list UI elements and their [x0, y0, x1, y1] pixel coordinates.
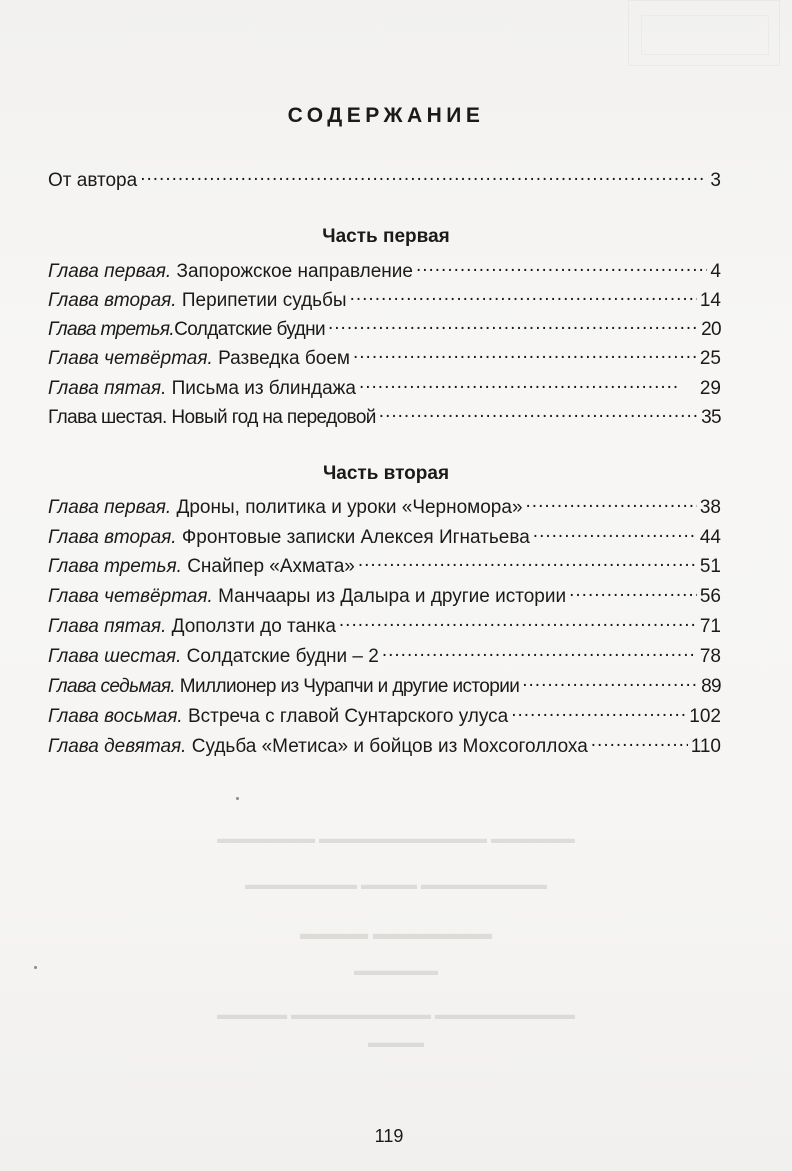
- toc-entry-page: 78: [699, 646, 721, 667]
- toc-entry-title: Перипетии судьбы: [181, 290, 347, 311]
- toc-entry-chapter: Глава вторая.: [48, 290, 177, 311]
- toc-entry-page: 56: [699, 586, 721, 607]
- toc-entry-chapter: Глава седьмая.: [48, 676, 176, 697]
- toc-entry-page: 38: [699, 497, 721, 518]
- toc-entry[interactable]: [48, 255, 721, 281]
- toc-entry[interactable]: [48, 401, 721, 427]
- toc-leader-dots: [339, 610, 697, 632]
- toc-leader-dots: [526, 491, 697, 513]
- toc-entry[interactable]: [48, 550, 721, 576]
- part-title-2: Часть вторая: [322, 463, 450, 484]
- part-title-1: Часть первая: [322, 226, 450, 247]
- toc-entry[interactable]: [48, 521, 721, 547]
- toc-entry-page: 35: [701, 407, 721, 428]
- toc-entry-title: Встреча с главой Сунтарского улуса: [188, 706, 509, 727]
- toc-entry-title: Судьба «Метиса» и бойцов из Мохсоголлоха: [191, 736, 588, 757]
- bleedthrough-text-line: ▬▬▬▬▬▬: [354, 962, 438, 978]
- toc-entry-chapter: Глава третья.: [48, 556, 182, 577]
- toc-leader-dots: [358, 550, 697, 572]
- toc-entry-page: 71: [699, 616, 721, 637]
- toc-entry-title: Доползти до танка: [171, 616, 336, 637]
- toc-entry[interactable]: [48, 342, 721, 368]
- toc-entry-page: 51: [699, 556, 721, 577]
- toc-entry-chapter: Глава четвёртая.: [48, 586, 213, 607]
- bleedthrough-text-line: ▬▬▬▬ ▬▬▬▬▬▬▬: [300, 924, 492, 943]
- bleedthrough-text-line: ▬▬▬▬: [368, 1034, 424, 1050]
- toc-entry-chapter: Глава четвёртая.: [48, 348, 213, 369]
- toc-leader-dots: [533, 521, 697, 543]
- toc-leader-dots: [511, 700, 686, 722]
- toc-entry-title: Снайпер «Ахмата»: [187, 556, 355, 577]
- toc-leader-dots: [353, 342, 697, 364]
- toc-leader-dots: [522, 670, 698, 692]
- toc-entry-chapter: Глава пятая.: [48, 378, 167, 399]
- toc-entry-page: 14: [699, 290, 721, 311]
- toc-entry-chapter: Глава шестая.: [48, 646, 182, 667]
- toc-entry-title: Дроны, политика и уроки «Черномора»: [176, 497, 523, 518]
- toc-leader-dots: [350, 284, 697, 306]
- bleedthrough-text-line: ▬▬▬▬▬ ▬▬▬▬▬▬▬▬▬▬ ▬▬▬▬▬▬▬▬▬▬: [217, 1006, 575, 1022]
- toc-entry[interactable]: [48, 610, 721, 636]
- toc-leader-dots: [416, 255, 707, 277]
- toc-leader-dots: [379, 401, 698, 423]
- toc-entry[interactable]: [48, 730, 721, 756]
- toc-leader-dots: [328, 313, 698, 335]
- toc-entry-chapter: Глава девятая.: [48, 736, 187, 757]
- toc-entry[interactable]: [48, 491, 721, 517]
- toc-leader-dots: [569, 580, 697, 602]
- toc-entry-title: Солдатские будни – 2: [186, 646, 379, 667]
- toc-entry-chapter: Глава первая.: [48, 497, 172, 518]
- toc-entry-page: 44: [699, 527, 721, 548]
- toc-entry-chapter: Глава восьмая.: [48, 706, 183, 727]
- toc-entry[interactable]: [48, 640, 721, 666]
- toc-entry-intro[interactable]: [48, 164, 721, 190]
- toc-entry-page: 25: [699, 348, 721, 369]
- toc-entry-chapter: Глава пятая.: [48, 616, 167, 637]
- toc-leader-dots: [382, 640, 697, 662]
- toc-leader-dots: [591, 730, 688, 752]
- toc-entry-page: 20: [701, 319, 721, 340]
- toc-entry-page: 110: [690, 736, 721, 757]
- page-number: 119: [374, 1126, 404, 1146]
- toc-entry[interactable]: [48, 313, 721, 339]
- toc-entry-title: Фронтовые записки Алексея Игнатьева: [181, 527, 530, 548]
- toc-entry[interactable]: [48, 372, 721, 398]
- toc-leader-dots: [140, 164, 707, 186]
- paper-speck: [34, 966, 37, 969]
- toc-entry-title: Письма из блиндажа: [171, 378, 356, 399]
- toc-entry-page: 29: [699, 378, 721, 399]
- toc-entry-title: От автора: [48, 170, 138, 191]
- toc-entry-chapter: Глава третья.: [48, 319, 175, 340]
- toc-entry-title: Глава шестая. Новый год на передовой: [48, 407, 376, 428]
- toc-entry-title: Миллионер из Чурапчи и другие истории: [179, 676, 520, 697]
- bleedthrough-text-line: ▬▬▬▬▬▬▬▬ ▬▬▬▬ ▬▬▬▬▬▬▬▬▬: [245, 876, 547, 892]
- toc-entry-chapter: Глава вторая.: [48, 527, 177, 548]
- toc-entry[interactable]: [48, 700, 721, 726]
- toc-entry-page: 89: [701, 676, 721, 697]
- toc-entry-title: Разведка боем: [218, 348, 350, 369]
- price-stamp-bleedthrough: [628, 0, 780, 66]
- toc-entry-page: 3: [710, 170, 721, 191]
- toc-entry-page: 102: [689, 706, 721, 727]
- paper-speck: [236, 797, 239, 800]
- toc-entry-title: Солдатские будни: [174, 319, 325, 340]
- toc-entry[interactable]: [48, 580, 721, 606]
- page-title: СОДЕРЖАНИЕ: [287, 104, 485, 127]
- price-stamp-inner-frame: [641, 15, 769, 55]
- bleedthrough-text-line: ▬▬▬▬▬▬▬ ▬▬▬▬▬▬▬▬▬▬▬▬ ▬▬▬▬▬▬: [217, 830, 575, 846]
- toc-entry-chapter: Глава первая.: [48, 261, 172, 282]
- toc-entry-title: Манчаары из Далыра и другие истории: [218, 586, 567, 607]
- toc-entry-page: 4: [710, 261, 721, 282]
- toc-entry[interactable]: [48, 284, 721, 310]
- toc-entry-title: Запорожское направление: [176, 261, 413, 282]
- toc-entry[interactable]: [48, 670, 721, 696]
- toc-leader-dots: [359, 372, 678, 394]
